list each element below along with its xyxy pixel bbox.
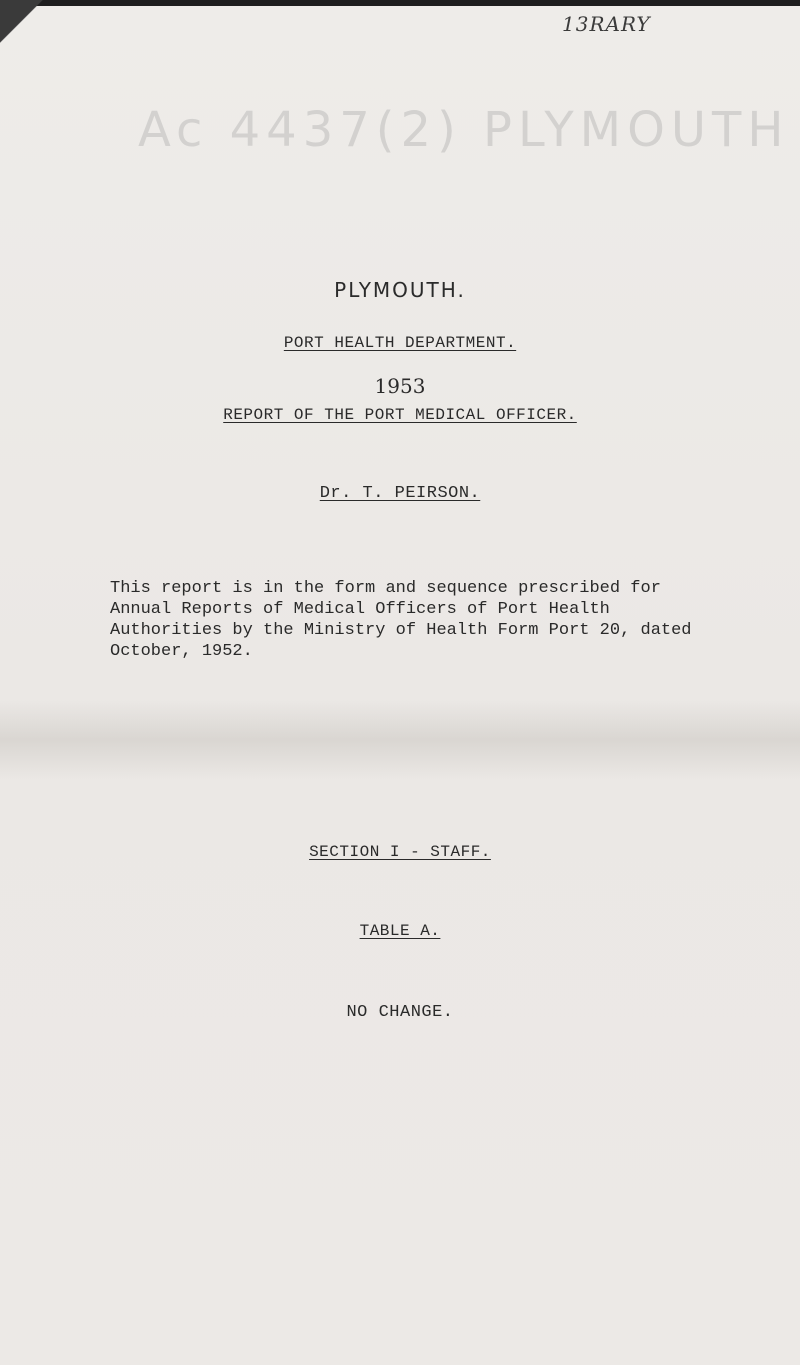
handwritten-place-title: PLYMOUTH. — [334, 278, 466, 302]
section-heading: SECTION I - STAFF. — [309, 843, 491, 861]
intro-paragraph: This report is in the form and sequence prescribed for Annual Reports of Medical Officers of Port Health Authorities by the Ministry of Health Form Port 20, dated October, 1952. — [110, 579, 692, 661]
officer-name: Dr. T. PEIRSON. — [319, 484, 481, 503]
handwritten-year: 1953 — [374, 374, 426, 398]
paper-fold-shadow — [0, 700, 800, 780]
scan-top-edge — [0, 0, 800, 6]
table-label: TABLE A. — [359, 922, 441, 940]
table-content: NO CHANGE. — [346, 1003, 454, 1022]
report-title: REPORT OF THE PORT MEDICAL OFFICER. — [223, 406, 577, 424]
department-heading: PORT HEALTH DEPARTMENT. — [283, 334, 517, 352]
scan-corner-shadow — [0, 0, 70, 70]
handwritten-reference-note: 13RARY — [562, 12, 651, 36]
faint-catalogue-stamp: Ac 4437(2) PLYMOUTH — [138, 102, 790, 158]
